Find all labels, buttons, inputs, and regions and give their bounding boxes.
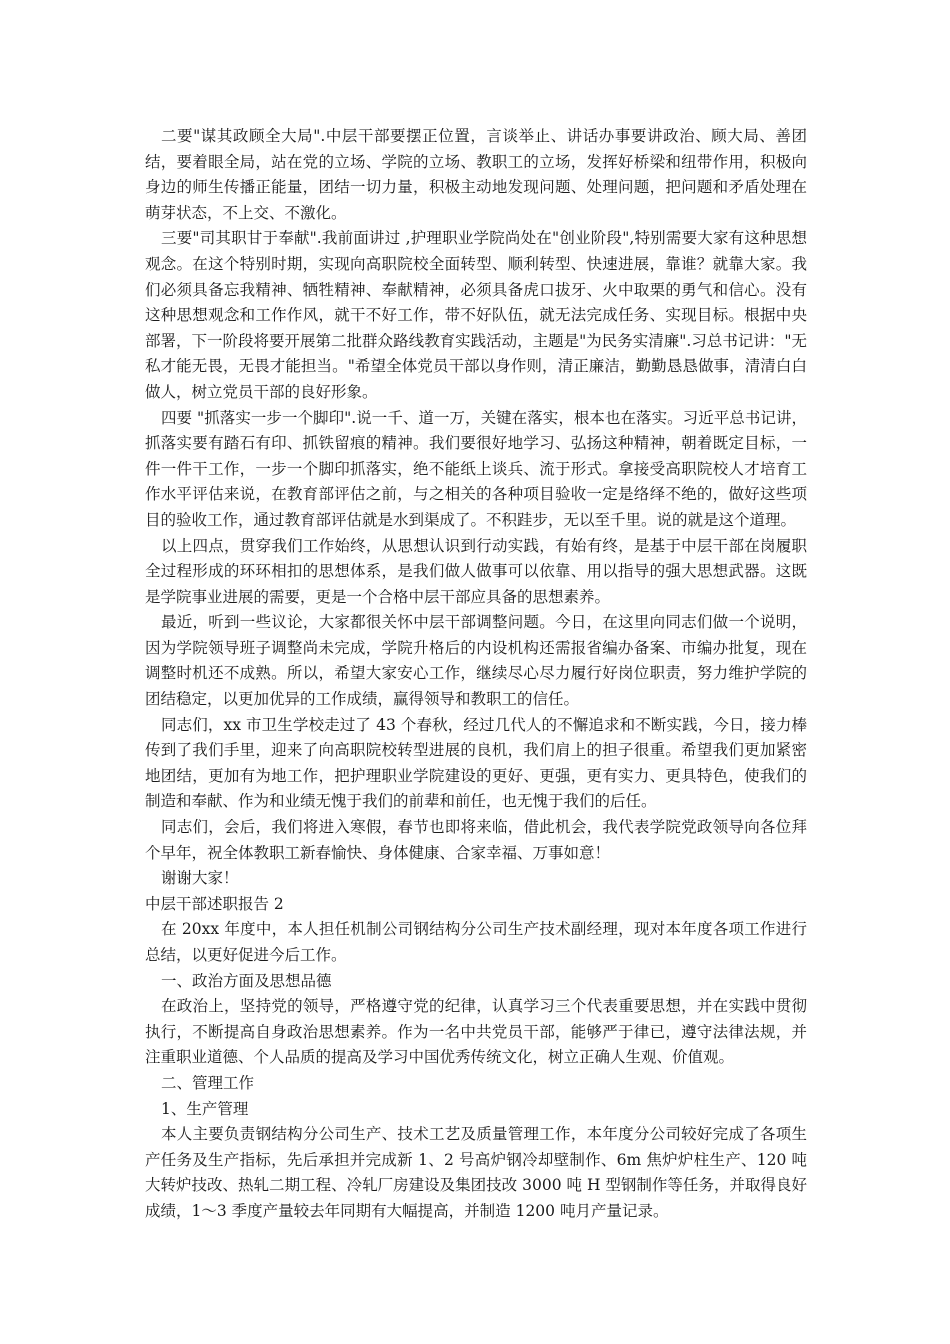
paragraph-political-ethics: 在政治上，坚持党的领导，严格遵守党的纪律，认真学习三个代表重要思想，并在实践中贯彻执行，不断提高自身政治思想素养。作为一名中共党员干部，能够严于律已，遵守法律法规，并注重职业道德、个人品质的提高及学习中国优秀传统文化，树立正确人生观、价值观。 <box>145 997 807 1067</box>
heading-production-management: 1、生产管理 <box>161 1099 249 1118</box>
document-body <box>145 124 807 1225</box>
report-2-title: 中层干部述职报告 2 <box>145 894 284 913</box>
paragraph-cadre-adjustment: 最近，听到一些议论，大家都很关怀中层干部调整问题。今日，在这里向同志们做一个说明，因为学院领导班子调整尚未完成，学院升格后的内设机构还需报省编办备案、市编办批复，现在调整时机还不成熟。所以，希望大家安心工作，继续尽心尽力履行好岗位职责，努力维护学院的团结稳定，以更加优异的工作成绩，赢得领导和教职工的信任。 <box>145 613 807 709</box>
paragraph-new-year-greeting: 同志们，会后，我们将进入寒假，春节也即将来临，借此机会，我代表学院党政领导向各位拜个早年，祝全体教职工新春愉快、身体健康、合家幸福、万事如意！ <box>145 818 807 862</box>
heading-political-ethics: 一、政治方面及思想品德 <box>161 971 332 990</box>
heading-management-work: 二、管理工作 <box>161 1073 255 1092</box>
paragraph-comrades-history: 同志们，xx 市卫生学校走过了 43 个春秋，经过几代人的不懈追求和不断实践，今日，接力棒传到了我们手里，迎来了向高职院校转型进展的良机，我们肩上的担子很重。希望我们更加紧密地团结，更加有为地工作，把护理职业学院建设的更好、更强，更有实力、更具特色，使我们的制造和奉献、作为和业绩无愧于我们的前辈和前任，也无愧于我们的后任。 <box>145 715 807 811</box>
paragraph-si-yao: 四要 "抓落实一步一个脚印".说一千、道一万，关键在落实，根本也在落实。习近平总书记讲，抓落实要有踏石有印、抓铁留痕的精神。我们要很好地学习、弘扬这种精神，朝着既定目标，一件一件干工作，一步一个脚印抓落实，绝不能纸上谈兵、流于形式。拿接受高职院校人才培育工作水平评估来说，在教育部评估之前，与之相关的各种项目验收一定是络绎不绝的，做好这些项目的验收工作，通过教育部评估就是水到渠成了。不积跬步，无以至千里。说的就是这个道理。 <box>145 408 807 529</box>
paragraph-report-intro: 在 20xx 年度中，本人担任机制公司钢结构分公司生产技术副经理，现对本年度各项工作进行总结，以更好促进今后工作。 <box>145 920 807 964</box>
paragraph-san-yao: 三要"司其职甘于奉献".我前面讲过 ,护理职业学院尚处在"创业阶段",特别需要大家有这种思想观念。在这个特别时期，实现向高职院校全面转型、顺利转型、快速进展，靠谁？就靠大家。我们必须具备忘我精神、牺牲精神、奉献精神，必须具备虎口拔牙、火中取栗的勇气和信心。没有这种思想观念和工作作风，就干不好工作，带不好队伍，就无法完成任务、实现目标。根据中央部署，下一阶段将要开展第二批群众路线教育实践活动，主题是"为民务实清廉".习总书记讲："无私才能无畏，无畏才能担当。"希望全体党员干部以身作则，清正廉洁，勤勤恳恳做事，清清白白做人，树立党员干部的良好形象。 <box>145 229 807 401</box>
paragraph-thanks: 谢谢大家！ <box>161 869 239 888</box>
paragraph-summary-four-points: 以上四点，贯穿我们工作始终，从思想认识到行动实践，有始有终，是基于中层干部在岗履职全过程形成的环环相扣的思想体系，是我们做人做事可以依靠、用以指导的强大思想武器。这既是学院事业进展的需要，更是一个合格中层干部应具备的思想素养。 <box>145 536 807 606</box>
paragraph-production-management: 本人主要负责钢结构分公司生产、技术工艺及质量管理工作，本年度分公司较好完成了各项生产任务及生产指标，先后承担并完成新 1、2 号高炉钢冷却壁制作、6m 焦炉炉柱生产、120 吨大转炉技改、热轧二期工程、冷轧厂房建设及集团技改 3000 吨 H 型钢制作等任务，并取得良好成绩，1～3 季度产量较去年同期有大幅提高，并制造 1200 吨月产量记录。 <box>145 1125 807 1220</box>
paragraph-er-yao: 二要"谋其政顾全大局".中层干部要摆正位置，言谈举止、讲话办事要讲政治、顾大局、善团结，要着眼全局，站在党的立场、学院的立场、教职工的立场，发挥好桥梁和纽带作用，积极向身边的师生传播正能量，团结一切力量，积极主动地发现问题、处理问题，把问题和矛盾处理在萌芽状态，不上交、不激化。 <box>145 127 807 222</box>
